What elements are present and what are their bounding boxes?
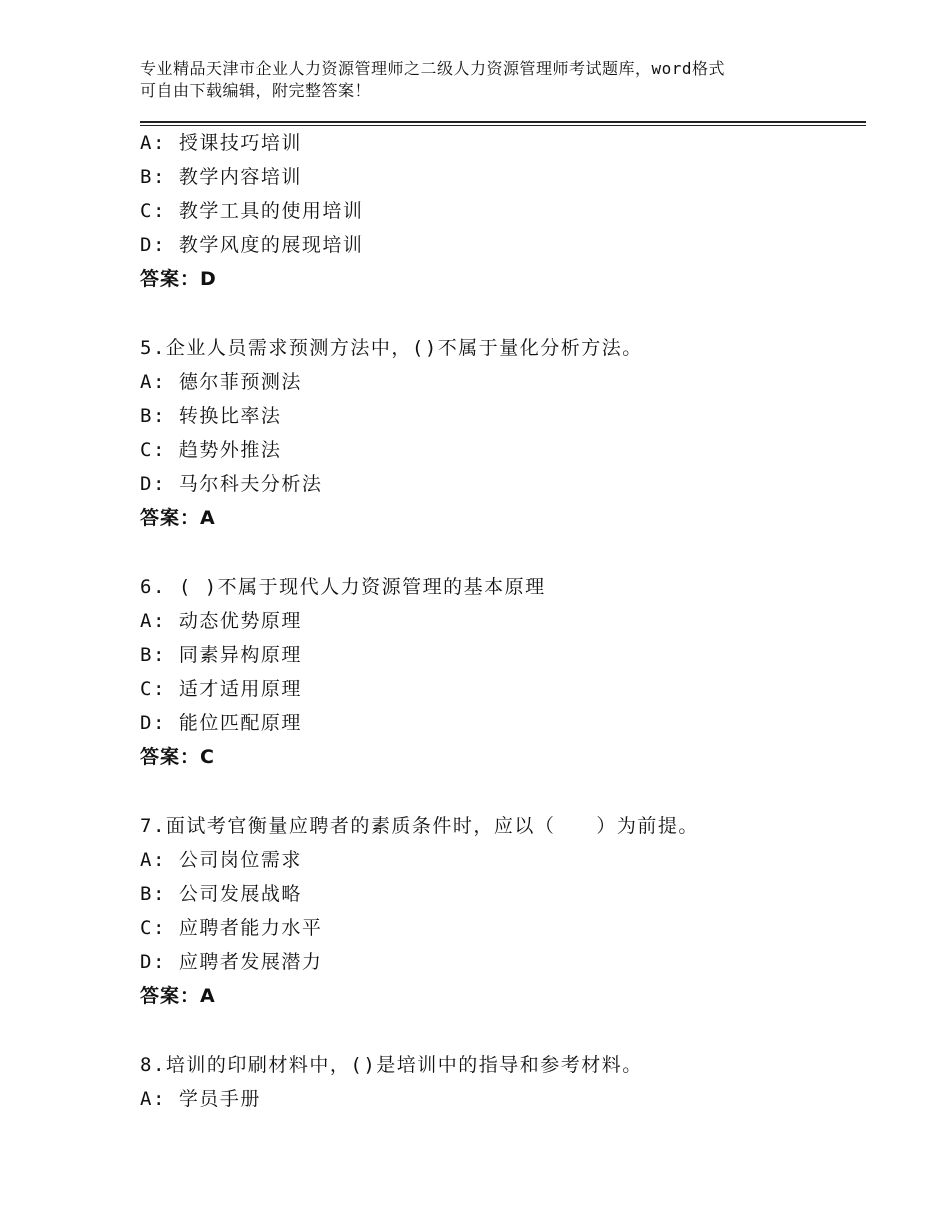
q7-question: 7.面试考官衡量应聘者的素质条件时，应以（ ）为前提。 xyxy=(140,815,699,837)
q7-option-a: A: 公司岗位需求 xyxy=(140,849,302,871)
q5-answer: 答案：A xyxy=(140,507,216,529)
q6-option-c: C: 适才适用原理 xyxy=(140,678,302,700)
q4-option-a: A: 授课技巧培训 xyxy=(140,132,302,154)
header-divider-thin xyxy=(140,125,866,126)
q6-option-a: A: 动态优势原理 xyxy=(140,610,302,632)
q7-option-d: D: 应聘者发展潜力 xyxy=(140,951,323,973)
q5-option-b: B: 转换比率法 xyxy=(140,405,282,427)
q6-option-b: B: 同素异构原理 xyxy=(140,644,302,666)
header-line-1: 专业精品天津市企业人力资源管理师之二级人力资源管理师考试题库，word格式 xyxy=(140,59,726,78)
q4-option-d: D: 教学风度的展现培训 xyxy=(140,234,364,256)
q6-question: 6. ( )不属于现代人力资源管理的基本原理 xyxy=(140,576,546,598)
q7-option-c: C: 应聘者能力水平 xyxy=(140,917,323,939)
q5-option-c: C: 趋势外推法 xyxy=(140,439,282,461)
q5-option-d: D: 马尔科夫分析法 xyxy=(140,473,323,495)
q5-option-a: A: 德尔菲预测法 xyxy=(140,371,302,393)
q4-answer: 答案：D xyxy=(140,268,217,290)
q6-answer: 答案：C xyxy=(140,746,215,768)
q7-answer: 答案：A xyxy=(140,985,216,1007)
q4-option-c: C: 教学工具的使用培训 xyxy=(140,200,364,222)
q6-option-d: D: 能位匹配原理 xyxy=(140,712,302,734)
q4-option-b: B: 教学内容培训 xyxy=(140,166,302,188)
q7-option-b: B: 公司发展战略 xyxy=(140,883,302,905)
header-line-2: 可自由下载编辑，附完整答案！ xyxy=(140,81,372,100)
q8-question: 8.培训的印刷材料中，()是培训中的指导和参考材料。 xyxy=(140,1054,643,1076)
document-header xyxy=(140,58,820,102)
header-divider-thick xyxy=(140,121,866,123)
q5-question: 5.企业人员需求预测方法中，()不属于量化分析方法。 xyxy=(140,337,643,359)
q8-option-a: A: 学员手册 xyxy=(140,1088,261,1110)
